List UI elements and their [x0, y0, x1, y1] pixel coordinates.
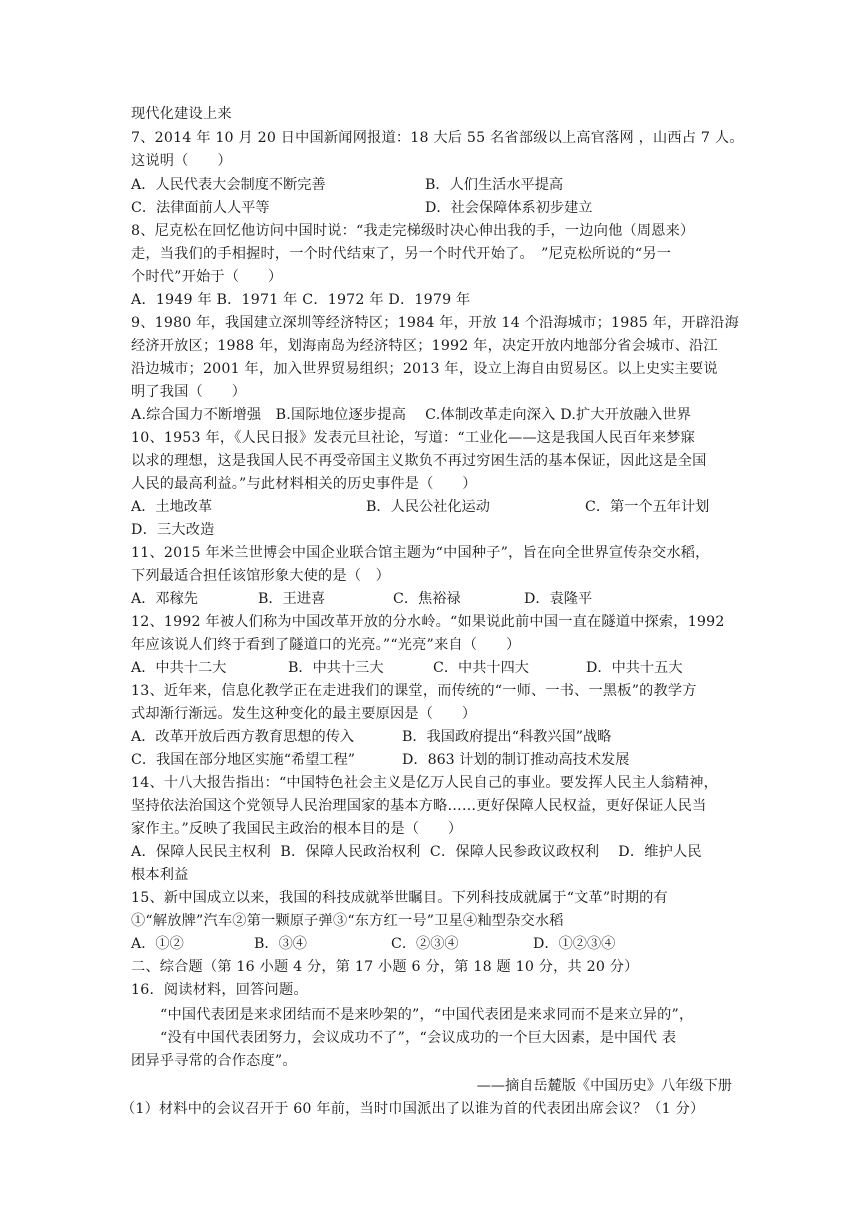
q8-options: A．1949 年 B．1971 年 C．1972 年 D．1979 年 [131, 292, 471, 308]
q16-material-line-2: “没有中国代表团努力，会议成功不了”，“会议成功的一个巨大因素，是中国代 表 [160, 1030, 677, 1046]
q13-stem-line-1: 13、近年来，信息化教学正在走进我们的课堂，而传统的“一师、一书、一黑板”的教学方 [131, 683, 697, 699]
q13-option-a: A．改革开放后西方教育思想的传入 [131, 729, 355, 745]
q12-stem-line-1: 12、1992 年被人们称为中国改革开放的分水岭。“如果说此前中国一直在隧道中探索，1992 [131, 614, 725, 630]
q9-stem-line-3: 沿边城市；2001 年，加入世界贸易组织；2013 年，设立上海自由贸易区。以上史实主要说 [131, 361, 718, 377]
q13-option-b: B．我国政府提出“科教兴国”战略 [402, 729, 612, 745]
q10-option-a: A．土地改革 [131, 499, 213, 515]
q16-source: ——摘自岳麓版《中国历史》八年级下册 [476, 1078, 732, 1094]
q9-stem-line-2: 经济开放区；1988 年，划海南岛为经济特区；1992 年，决定开放内地部分省会城市、沿江 [131, 338, 718, 354]
q10-option-c: C．第一个五年计划 [585, 499, 710, 515]
q7-option-b: B．人们生活水平提高 [425, 177, 564, 193]
q11-option-b: B．王进喜 [258, 591, 326, 607]
q7-option-c: C．法律面前人人平等 [131, 200, 270, 216]
q8-stem-line-1: 8、尼克松在回忆他访问中国时说：“我走完梯级时决心伸出我的手，一边向他（周恩来） [131, 223, 695, 239]
q12-option-d: D．中共十五大 [586, 660, 683, 676]
q15-option-a: A．①② [131, 936, 184, 952]
q12-stem-line-2: 年应该说人们终于看到了隧道口的光亮。”“光亮”来自（ ） [131, 637, 521, 653]
q11-option-d: D．袁隆平 [524, 591, 593, 607]
q7-stem-line-2: 这说明（ ） [131, 153, 232, 169]
q15-option-d: D．①②③④ [533, 936, 616, 952]
q7-option-d: D．社会保障体系初步建立 [425, 200, 593, 216]
q11-option-c: C．焦裕禄 [393, 591, 461, 607]
q11-stem-line-2: 下列最适合担任该馆形象大使的是（ ） [131, 568, 390, 584]
q10-stem-line-3: 人民的最高利益。”与此材料相关的历史事件是（ ） [131, 476, 477, 492]
q13-option-d: D．863 计划的制订推动高技术发展 [402, 752, 630, 768]
q7-stem-line-1: 7、2014 年 10 月 20 日中国新闻网报道：18 大后 55 名省部级以上高官落网 ，山西占 7 人。 [131, 130, 744, 146]
q15-stem-line-1: 15、新中国成立以来，我国的科技成就举世瞩目。下列科技成就属于“文革”时期的有 [131, 890, 668, 906]
q14-stem-line-2: 坚持依法治国这个党领导人民治理国家的基本方略……更好保障人民权益，更好保证人民当 [131, 798, 707, 814]
q15-option-b: B．③④ [254, 936, 307, 952]
q10-option-b: B．人民公社化运动 [366, 499, 490, 515]
intro-line: 现代化建设上来 [131, 106, 232, 122]
q15-option-c: C．②③④ [391, 936, 459, 952]
q9-options: A.综合国力不断增强 B.国际地位逐步提高 C.体制改革走向深入 D.扩大开放融入世界 [131, 407, 692, 423]
q11-option-a: A．邓稼先 [131, 591, 198, 607]
q10-option-d: D．三大改造 [131, 522, 215, 538]
q8-stem-line-3: 个时代”开始于（ ） [131, 269, 283, 285]
q11-stem-line-1: 11、2015 年米兰世博会中国企业联合馆主题为“中国种子”，旨在向全世界宣传杂交水稻， [131, 545, 710, 561]
q10-stem-line-2: 以求的理想，这是我国人民不再受帝国主义欺负不再过穷困生活的基本保证，因此这是全国 [131, 453, 707, 469]
q12-option-a: A．中共十二大 [131, 660, 227, 676]
q8-stem-line-2: 走，当我们的手相握时，一个时代结束了，另一个时代开始了。 ”尼克松所说的“另一 [131, 246, 672, 262]
section2-heading: 二、综合题（第 16 小题 4 分，第 17 小题 6 分，第 18 题 10 分，共 20 分） [131, 959, 639, 975]
q9-stem-line-1: 9、1980 年，我国建立深圳等经济特区；1984 年，开放 14 个沿海城市；1985 年，开辟沿海 [131, 315, 739, 331]
q12-option-b: B．中共十三大 [288, 660, 384, 676]
q13-stem-line-2: 式却渐行渐远。发生这种变化的最主要原因是（ ） [131, 706, 477, 722]
q14-options: A．保障人民民主权利 B．保障人民政治权利 C．保障人民参政议政权利 D．维护人民 [131, 844, 702, 860]
q10-stem-line-1: 10、1953 年，《人民日报》发表元旦社论，写道：“工业化——这是我国人民百年来梦寐 [131, 430, 695, 446]
q15-stem-line-2: ①“解放牌”汽车②第一颗原子弹③“东方红一号”卫星④籼型杂交水稻 [131, 913, 564, 929]
q7-option-a: A．人民代表大会制度不断完善 [131, 177, 326, 193]
q12-option-c: C．中共十四大 [433, 660, 529, 676]
q14-stem-line-1: 14、十八大报告指出：“中国特色社会主义是亿万人民自己的事业。要发挥人民主人翁精神， [131, 775, 719, 791]
q16-title: 16．阅读材料，回答问题。 [131, 982, 308, 998]
q16-sub-question-1: （1）材料中的会议召开于 60 年前，当时巾国派出了以谁为首的代表团出席会议？（1 分） [121, 1101, 705, 1117]
q14-options-continued: 根本利益 [131, 867, 189, 883]
q14-stem-line-3: 家作主。”反映了我国民主政治的根本目的是（ ） [131, 821, 463, 837]
q13-option-c: C．我国在部分地区实施“希望工程” [131, 752, 355, 768]
q16-material-line-1: “中国代表团是来求团结而不是来吵架的”，“中国代表团是来求同而不是来立异的”， [160, 1007, 694, 1023]
q16-material-line-3: 团异乎寻常的合作态度”。 [131, 1053, 297, 1069]
q9-stem-line-4: 明了我国（ ） [131, 384, 247, 400]
